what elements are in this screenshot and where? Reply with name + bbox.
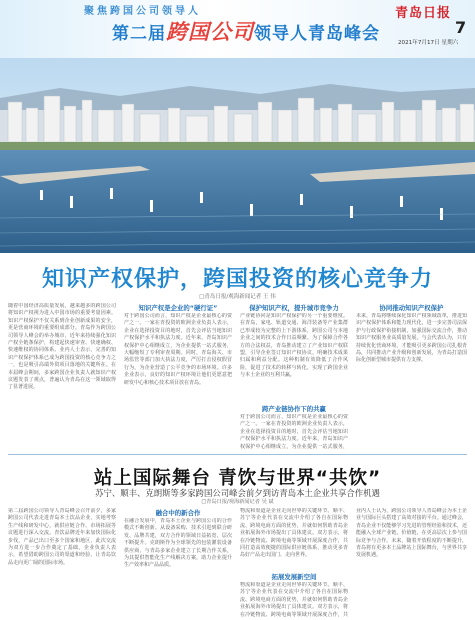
article-1-column-3: 产业链协同是知识产权保护的另一个重要维度。在青岛，家电、轨道交通、海洋装备等产业集群已形成较为完整的上下游体系，跨国公司与本地企业之间的技术合作日益频繁。为了保障合作各方的合法权益，青岛推动建立了产业知识产权联盟，引导企业签订知识产权协议，明确技术成果归属和利益分配。这种机制有效降低了合作风险，促进了技术的转移与转化，实现了跨国企业与本土企业的互利共赢。 <box>240 313 348 379</box>
article-1-subhead-1: 知识产权是企业的“硬行证” <box>138 304 218 312</box>
harbour-photo <box>0 58 475 253</box>
article-2-subhead-2: 拓展发展新空间 <box>271 573 317 581</box>
article-2-subhead-1: 融合中的新合作 <box>155 509 201 517</box>
newspaper-logo: 青岛日报 <box>395 6 452 21</box>
article-2-column-3: 物流和渠道是企业走向世界的关键环节。顺丰、苏宁等企业代表在交流中介绍了各自在国际物流、跨境电商方面的优势，并就如何帮助青岛企业拓展海外市场提出了具体建议。双方表示，将在冷链物流、跨境电商等领域开展深度合作，共同打造高效便捷的国际供应链体系，推动更多青岛好产品走出国门、走向世界。 <box>240 508 348 559</box>
article-1-column-4: 未来，青岛将继续深化知识产权领域改革，推进知识产权保护体系和能力现代化，进一步完善司法保护与行政保护衔接机制，加强国际交流合作，推动知识产权服务业高质量发展。与会代表认为，只有持续优化营商环境，才能吸引更多跨国公司扎根青岛，共同推动产业升级和创新发展，为青岛打造国际化创新型城市提供有力支撑。 <box>356 313 467 364</box>
header-title-highlight: 跨国公司 <box>166 20 254 44</box>
header-title-prefix: 第二届 <box>112 24 166 44</box>
section-divider <box>8 454 467 455</box>
article-1-subhead-4: 协同推动知识产权保护 <box>379 304 444 312</box>
header-band <box>0 0 475 58</box>
article-1-subhead-2: 保护知识产权，提升城市竞争力 <box>249 304 339 312</box>
article-1-column-3b: 对于跨国公司而言，知识产权是企业最核心的资产之一。一家在青投资的欧洲企业负责人表示，企业在选择投资目的地时，首先会评估当地知识产权保护水平和执法力度。近年来，青岛知识产权保护中心相继成立，为企业提供一站式服务， <box>240 414 348 449</box>
article-1-column-1: 随着中国经济高质量发展，越来越多的跨国公司将知识产权视为进入中国市场的重要考量因素。知识产权保护不仅关系到企业创新成果的安全，更是营商环境的重要组成部分。青岛作为跨国公司领导人峰会的举办城市，近年来持续强化知识产权全链条保护，构建起快速审查、快速确权、快速维权的协同体系。业内人士表示，完善的知识产权保护体系已成为跨国投资的核心竞争力之一，也是吸引高端外资项目落地的关键所在。在本届峰会期间，多家跨国企业负责人就知识产权议题发表了观点，普遍认为青岛在这一领域取得了显著进展。 <box>8 303 116 391</box>
article-2-subhead: 苏宁、顺丰、克朗斯等多家跨国公司峰会前夕到访青岛本土企业共享合作机遇 <box>95 488 380 498</box>
article-2-column-4: 业内人士认为，跨国公司领导人青岛峰会为本土企业与国际巨头搭建了高效对接的平台。通过峰会，青岛企业不仅能够学习先进的管理经验和技术，还能融入全球产业链、价值链，在更高层次上参与国际竞争与合作。未来，随着开放程度的不断提升，青岛将有更多本土品牌站上国际舞台，与世界共享发展机遇。 <box>356 508 467 559</box>
header-title-suffix: 领导人青岛峰会 <box>254 24 380 44</box>
article-2-byline: □青岛日报/观海新闻记者 吴 斌 <box>201 499 274 505</box>
page-number: 7 <box>455 18 467 37</box>
article-2-column-2: 在融合发展中，青岛本土企业与跨国公司的合作模式不断创新。从设备采购、技术引进到联合研发、品牌共建，双方合作的领域日益拓宽、层次不断提升。克朗斯作为全球领先的包装灌装设备供应商，与青岛多家企业建立了长期合作关系，为其提供智能化生产线解决方案，助力企业提升生产效率和产品品质。 <box>124 518 232 569</box>
article-1-headline: 知识产权保护，跨国投资的核心竞争力 <box>41 267 433 292</box>
article-1-subhead-3: 跨产业链协作下的共赢 <box>262 405 326 413</box>
article-1-byline: □青岛日报/观海新闻记者 王 伟 <box>199 294 276 300</box>
header-top-line: 聚焦跨国公司领导人 <box>84 6 201 17</box>
date-line: 2021年7月17日 星期六 <box>398 40 459 46</box>
header-title <box>112 16 380 46</box>
article-2-column-3b: 物流和渠道是企业走向世界的关键环节。顺丰、苏宁等企业代表在交流中介绍了各自在国际物流、跨境电商方面的优势，并就如何帮助青岛企业拓展海外市场提出了具体建议。双方表示，将在冷链物流、跨境电商等领域开展深度合作，共 <box>240 582 348 618</box>
article-2-headline: 站上国际舞台 青饮与世界“共饮” <box>93 468 382 489</box>
article-2-column-1: 第二届跨国公司领导人青岛峰会召开前夕，多家跨国公司代表走进青岛本土饮品企业，实地考察生产线和研发中心，就供应链合作、市场拓展等议题进行深入交流。青饮品牌近年来加快国际化步伐，产品已出口至多个国家和地区，此次交流为双方进一步合作奠定了基础。企业负责人表示，希望借助跨国公司的渠道和经验，让青岛饮品走向更广阔的国际市场。 <box>8 508 116 566</box>
article-1-column-2: 对于跨国公司而言，知识产权是企业最核心的资产之一。一家在青投资的欧洲企业负责人表示，企业在选择投资目的地时，首先会评估当地知识产权保护水平和执法力度。近年来，青岛知识产权保护中心相继成立，为企业提供一站式服务，大幅缩短了专利审查周期。同时，青岛海关、市场监管等部门加大执法力度，严厉打击侵权假冒行为，为企业营造了公平竞争的市场环境。许多企业表示，良好的知识产权环境让他们更愿意把研发中心和核心技术项目放在青岛。 <box>124 313 232 386</box>
